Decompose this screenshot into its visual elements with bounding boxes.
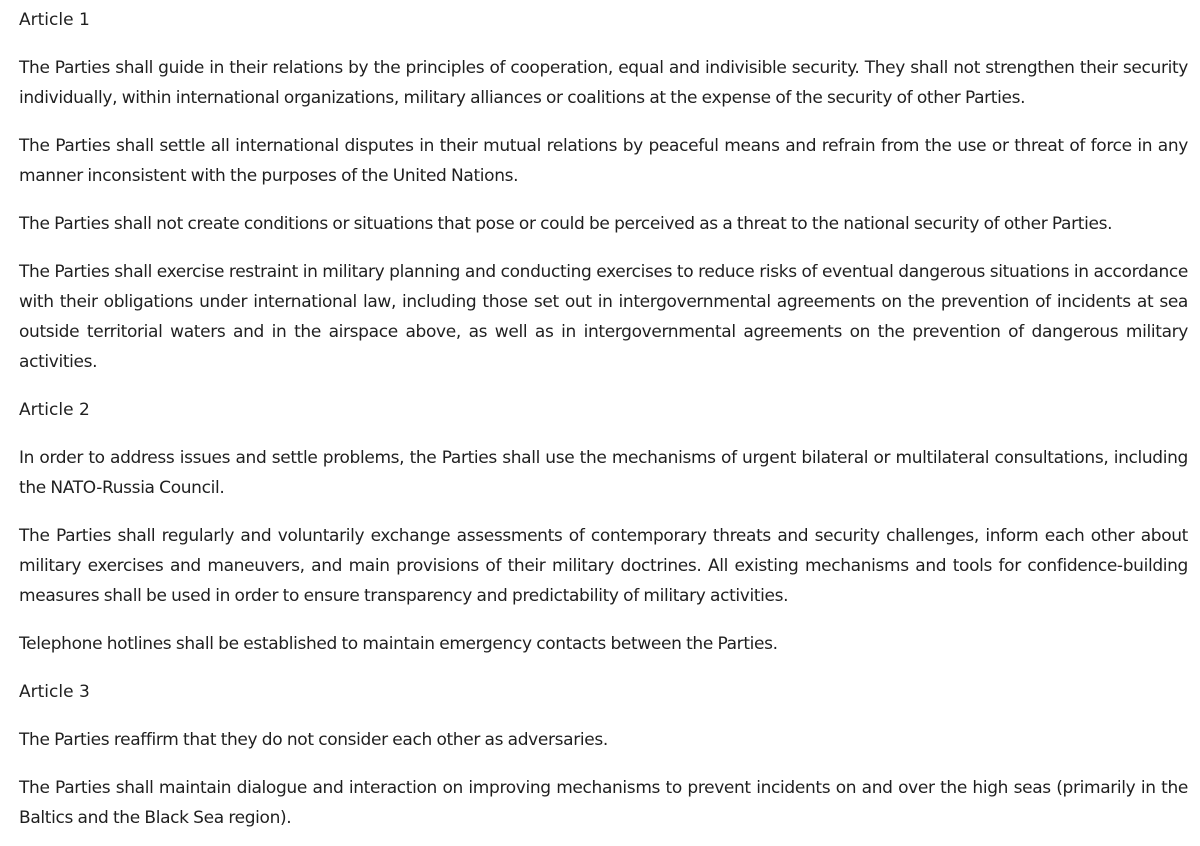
article-2-paragraph-3: Telephone hotlines shall be established to maintain emergency contacts between the Parties. <box>19 634 778 654</box>
article-1-paragraph-2: The Parties shall settle all international disputes in their mutual relations by peaceful means and refrain from the use or threat of force in any manner inconsistent with the purposes of the United Nations. <box>19 136 1188 186</box>
article-3-paragraph-2: The Parties shall maintain dialogue and interaction on improving mechanisms to prevent incidents on and over the high seas (primarily in the Baltics and the Black Sea region). <box>19 778 1188 828</box>
article-1-paragraph-4: The Parties shall exercise restraint in military planning and conducting exercises to reduce risks of eventual dangerous situations in accordance with their obligations under international law, including those set out in intergovernmental agreements on the prevention of incidents at sea outside territorial waters and in the airspace above, as well as in intergovernmental agreements on the prevention of dangerous military activities. <box>19 262 1188 372</box>
article-1-paragraph-1: The Parties shall guide in their relations by the principles of cooperation, equal and indivisible security. They shall not strengthen their security individually, within international organizations, military alliances or coalitions at the expense of the security of other Parties. <box>19 58 1188 108</box>
article-3-heading: Article 3 <box>19 682 90 702</box>
article-1-heading: Article 1 <box>19 10 90 30</box>
article-2-heading: Article 2 <box>19 400 90 420</box>
article-3-paragraph-1: The Parties reaffirm that they do not consider each other as adversaries. <box>19 730 608 750</box>
article-2-paragraph-2: The Parties shall regularly and voluntarily exchange assessments of contemporary threats and security challenges, inform each other about military exercises and maneuvers, and main provisions of their military doctrines. All existing mechanisms and tools for confidence-building measures shall be used in order to ensure transparency and predictability of military activities. <box>19 526 1188 606</box>
article-2-paragraph-1: In order to address issues and settle problems, the Parties shall use the mechanisms of urgent bilateral or multilateral consultations, including the NATO-Russia Council. <box>19 448 1188 498</box>
article-1-paragraph-3: The Parties shall not create conditions or situations that pose or could be perceived as a threat to the national security of other Parties. <box>19 214 1113 234</box>
